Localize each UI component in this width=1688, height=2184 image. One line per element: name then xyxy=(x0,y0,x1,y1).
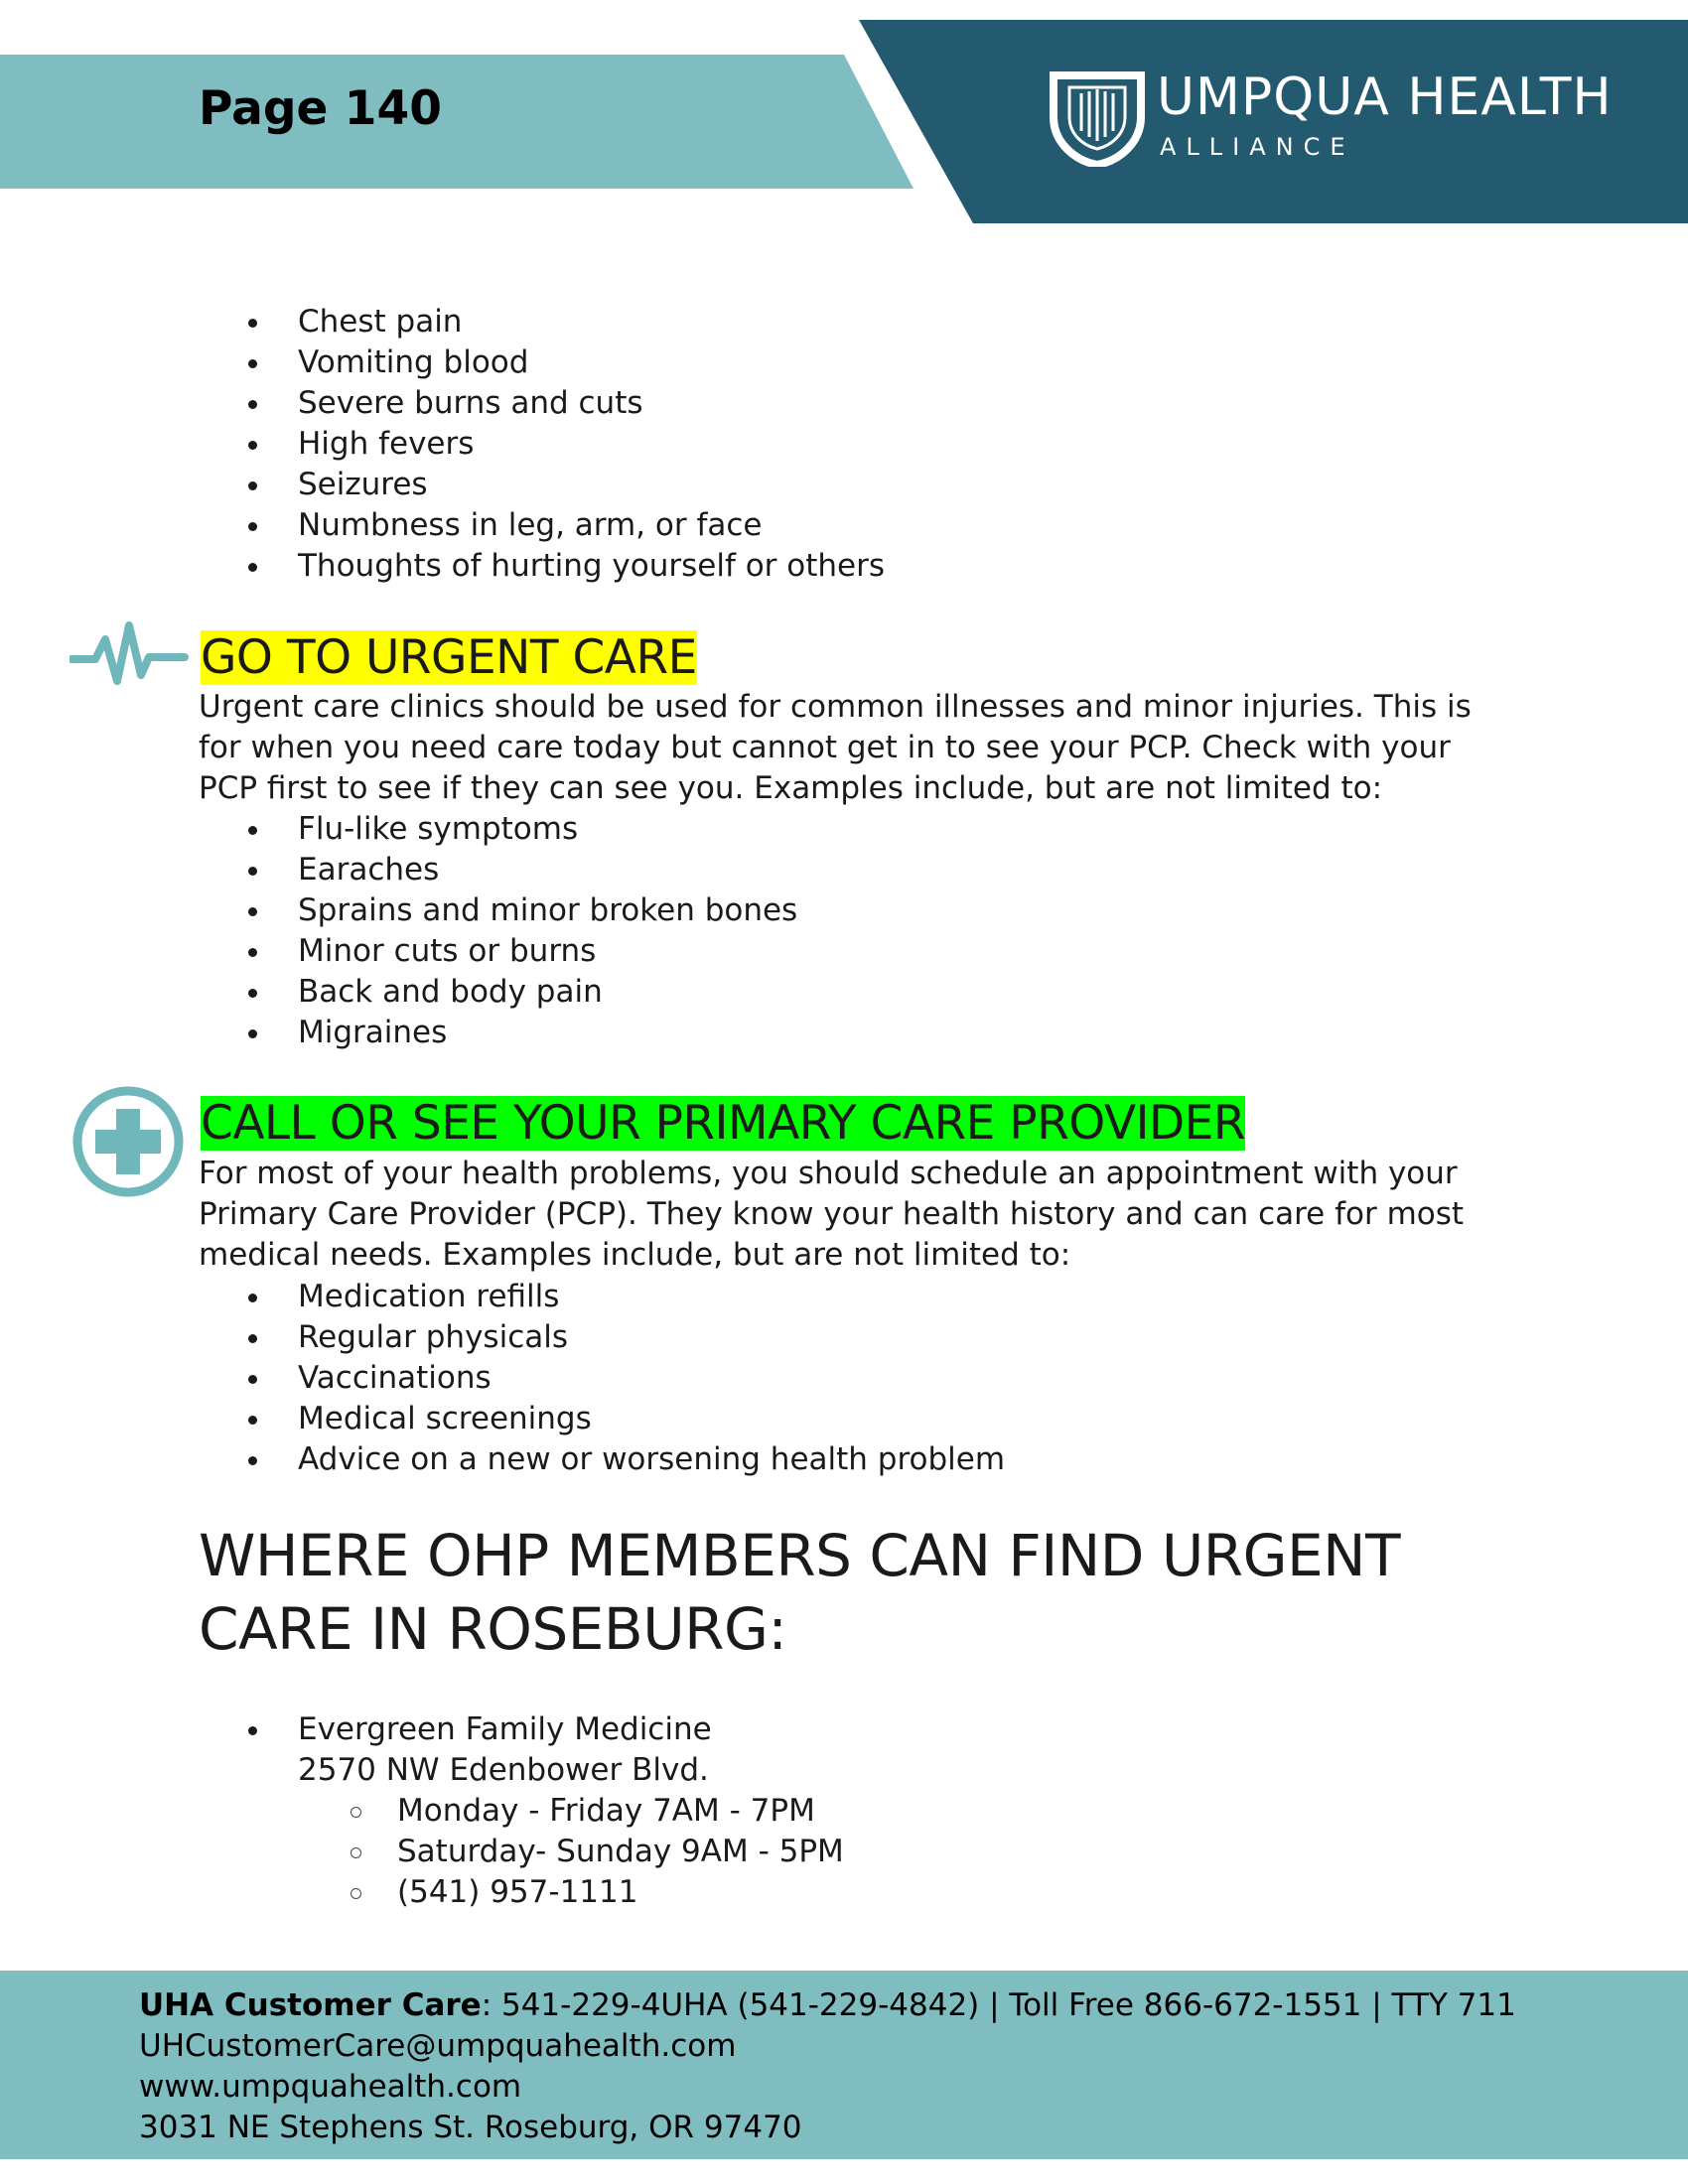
list-item: Minor cuts or burns xyxy=(199,931,797,972)
footer-contact xyxy=(139,1985,1516,2148)
medical-cross-icon xyxy=(71,1085,185,1198)
list-item: Thoughts of hurting yourself or others xyxy=(199,546,885,587)
footer-address: 3031 NE Stephens St. Roseburg, OR 97470 xyxy=(139,2110,802,2145)
list-item: Regular physicals xyxy=(199,1317,1005,1358)
list-item: Vomiting blood xyxy=(199,342,885,383)
footer-email[interactable]: UHCustomerCare@umpquahealth.com xyxy=(139,2028,737,2064)
list-item: Sprains and minor broken bones xyxy=(199,890,797,931)
list-item: Chest pain xyxy=(199,302,885,342)
list-item: Medical screenings xyxy=(199,1399,1005,1439)
footer-phone-line xyxy=(139,1985,1516,2026)
primary-care-heading-text: CALL OR SEE YOUR PRIMARY CARE PROVIDER xyxy=(201,1096,1246,1151)
header-band xyxy=(0,55,914,189)
list-item: Flu-like symptoms xyxy=(199,809,797,850)
urgent-care-heading-text: GO TO URGENT CARE xyxy=(201,630,697,685)
emergency-symptoms-list xyxy=(199,302,885,587)
list-item: Seizures xyxy=(199,465,885,505)
clinic-details-list xyxy=(348,1791,844,1913)
list-item: Severe burns and cuts xyxy=(199,383,885,424)
heartbeat-icon xyxy=(70,617,189,697)
list-item: Numbness in leg, arm, or face xyxy=(199,505,885,546)
logo-wordmark: UMPQUA HEALTH xyxy=(1157,68,1613,127)
logo-subtitle: ALLIANCE xyxy=(1160,133,1355,161)
list-item: Vaccinations xyxy=(199,1358,1005,1399)
list-item: Earaches xyxy=(199,850,797,890)
clinic-list xyxy=(199,1709,712,1750)
primary-care-description: For most of your health problems, you should schedule an appointment with your Primary Care Provider (PCP). They know your health history and can care for most medical needs. Examples include, but are not limited to: xyxy=(199,1156,1465,1273)
urgent-care-examples-list xyxy=(199,809,797,1053)
list-item: Medication refills xyxy=(199,1277,1005,1317)
list-item: Advice on a new or worsening health problem xyxy=(199,1439,1005,1480)
primary-care-examples-list xyxy=(199,1277,1005,1480)
clinic-phone: (541) 957-1111 xyxy=(348,1872,844,1913)
list-item: Migraines xyxy=(199,1013,797,1053)
urgent-care-description: Urgent care clinics should be used for common illnesses and minor injuries. This is for when you need care today but cannot get in to see your PCP. Check with your PCP first to see if they can see you. Examples include, but are not limited to: xyxy=(199,689,1472,806)
urgent-care-heading xyxy=(199,627,699,689)
footer-label: UHA Customer Care xyxy=(139,1987,482,2023)
page-number: Page 140 xyxy=(199,81,442,136)
list-item: High fevers xyxy=(199,424,885,465)
list-item: Back and body pain xyxy=(199,972,797,1013)
footer-website[interactable]: www.umpquahealth.com xyxy=(139,2069,522,2105)
clinic-hours-weekday: Monday - Friday 7AM - 7PM xyxy=(348,1791,844,1832)
clinic-address: 2570 NW Edenbower Blvd. xyxy=(298,1752,709,1788)
clinic-hours-weekend: Saturday- Sunday 9AM - 5PM xyxy=(348,1832,844,1872)
primary-care-heading xyxy=(199,1093,1247,1155)
uha-shield-logo-icon xyxy=(1048,71,1147,167)
clinic-name: Evergreen Family Medicine xyxy=(199,1709,712,1750)
find-urgent-care-heading: WHERE OHP MEMBERS CAN FIND URGENT CARE IN ROSEBURG: xyxy=(199,1522,1400,1663)
footer-phone-numbers: : 541-229-4UHA (541-229-4842) | Toll Free 866-672-1551 | TTY 711 xyxy=(481,1987,1516,2023)
